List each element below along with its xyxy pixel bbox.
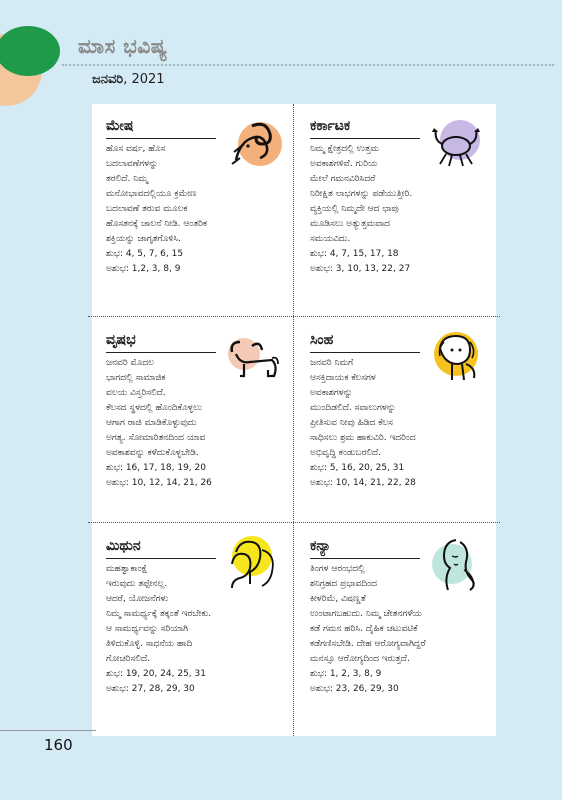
desc-line: ಅವಕಾಶವನ್ನು ಕಳೆದುಕೊಳ್ಳಬೇಡಿ. — [106, 448, 199, 458]
unlucky-dates: ಅಶುಭ: 23, 26, 29, 30 — [310, 684, 399, 694]
desc-line: ಆದರೆ, ಯೋಜನೆಗಳು — [106, 594, 169, 604]
desc-line: ಮನೋಭಾವದಲ್ಲಿಯೂ ಕ್ರಮೇಣ — [106, 189, 197, 199]
sign-cell-karkataka — [296, 104, 492, 310]
desc-line: ತಿಳಿದುಕೊಳ್ಳಿ. ಸಾಧನೆಯ ಹಾದಿ — [106, 639, 193, 649]
unlucky-dates: ಅಶುಭ: 3, 10, 13, 22, 27 — [310, 264, 411, 274]
sign-underline — [310, 352, 420, 353]
desc-line: ಮೂಡಿಸಲು ಅತ್ಯುತ್ತಮವಾದ — [310, 219, 390, 229]
green-decor-circle — [0, 26, 60, 76]
date-heading — [92, 72, 165, 87]
desc-line: ಶಕ್ತಿಯನ್ನು ಜಾಗೃತಗೊಳಿಸಿ. — [106, 234, 181, 244]
sign-underline — [310, 138, 420, 139]
desc-line: ಅಭಿವೃದ್ಧಿ ಕಂಡುಬರಲಿದೆ. — [310, 448, 382, 458]
desc-line: ಶನಿಗ್ರಹದ ಪ್ರಭಾವದಿಂದ — [310, 579, 377, 589]
unlucky-dates: ಅಶುಭ: 27, 28, 29, 30 — [106, 684, 195, 694]
sign-name: ಮೇಷ — [106, 118, 134, 134]
lucky-dates: ಶುಭ: 1, 2, 3, 8, 9 — [310, 669, 382, 679]
desc-line: ಕೀಳರಿಮೆ, ವಿಷಣ್ಣತೆ — [310, 594, 366, 604]
sign-description — [310, 142, 486, 277]
sign-name: ಕರ್ಕಾಟಕ — [310, 118, 351, 134]
desc-line: ಗೋಚರಿಸಲಿದೆ. — [106, 654, 151, 664]
desc-line: ಉಂಟಾಗಬಹುದು. ನಿಮ್ಮ ಚೇತನಗಳೆಯ — [310, 609, 422, 619]
sign-cell-kanya — [296, 524, 492, 730]
unlucky-dates: ಅಶುಭ: 10, 12, 14, 21, 26 — [106, 478, 212, 488]
unlucky-dates: ಅಶುಭ: 10, 14, 21, 22, 28 — [310, 478, 416, 488]
sign-cell-mesha — [92, 104, 288, 310]
desc-line: ಆಗಾಗ ರಾಜಿ ಮಾಡಿಕೊಳ್ಳುವುದು — [106, 418, 197, 428]
unlucky-dates: ಅಶುಭ: 1,2, 3, 8, 9 — [106, 264, 181, 274]
desc-line: ಮನಸ್ಸೂ ಆರೋಗ್ಯದಿಂದ ಇರುತ್ತದೆ. — [310, 654, 410, 664]
desc-line: ಆಸಕ್ತಿದಾಯಕ ಕೆಲಸಗಳ — [310, 373, 376, 383]
page-number: 160 — [44, 736, 73, 754]
desc-line: ಅಗತ್ಯ. ಸೋಮಾರಿತನದಿಂದ ಯಾವ — [106, 433, 206, 443]
row-divider — [88, 316, 500, 317]
desc-line: ಮುಂದಿಡಲಿದೆ. ಸವಾಲುಗಳನ್ನು — [310, 403, 396, 413]
sign-cell-vrushabha — [92, 318, 288, 524]
sign-description — [106, 142, 282, 277]
lucky-dates: ಶುಭ: 16, 17, 18, 19, 20 — [106, 463, 206, 473]
desc-line: ಆ ಸಾಮರ್ಥ್ಯವನ್ನು ಸರಿಯಾಗಿ — [106, 624, 189, 634]
desc-line: ಹೊಸ ವರ್ಷ, ಹೊಸ — [106, 144, 166, 154]
lucky-dates: ಶುಭ: 5, 16, 20, 25, 31 — [310, 463, 405, 473]
desc-line: ಕೆಲಸದ ಸ್ಥಳದಲ್ಲಿ ಹೊಂದಿಕೊಳ್ಳಲು — [106, 403, 202, 413]
sign-name: ಕನ್ಯಾ — [310, 538, 331, 554]
desc-line: ಬದಲಾವಣೆ ತರುವ ಮೂಲಕ — [106, 204, 188, 214]
sign-description — [106, 562, 282, 697]
sign-underline — [106, 352, 216, 353]
desc-line: ತಿಂಗಳ ಆರಂಭದಲ್ಲಿ — [310, 564, 365, 574]
desc-line: ಕಡೆ ಗಮನ ಹರಿಸಿ. ದೈಹಿಕ ಚಟುವಟಿಕೆ — [310, 624, 418, 634]
sign-name: ಸಿಂಹ — [310, 332, 334, 348]
lucky-dates: ಶುಭ: 4, 7, 15, 17, 18 — [310, 249, 399, 259]
lucky-dates: ಶುಭ: 4, 5, 7, 6, 15 — [106, 249, 184, 259]
desc-line: ಜನವರಿ ಮೊದಲ — [106, 358, 154, 368]
desc-line: ಭಾಗದಲ್ಲಿ ಸಾಮಾಜಿಕ — [106, 373, 166, 383]
month-label: ಜನವರಿ — [92, 72, 124, 87]
desc-line: ಜನವರಿ ನಿಮಗೆ — [310, 358, 354, 368]
sign-underline — [106, 558, 216, 559]
sign-cell-simha — [296, 318, 492, 524]
year-label: , 2021 — [123, 72, 165, 87]
desc-line: ವಲಯ ವಿಸ್ತರಿಸಲಿದೆ. — [106, 388, 166, 398]
desc-line: ಸಮಯವಿದು. — [310, 234, 351, 244]
sign-description — [310, 562, 486, 697]
desc-line: ಹೊಸತನಕ್ಕೆ ಚಾಲನೆ ನೀಡಿ. ಆಂತರಿಕ — [106, 219, 207, 229]
column-divider — [293, 104, 294, 736]
desc-line: ಮಹತ್ವಾಕಾಂಕ್ಷೆ — [106, 564, 148, 574]
desc-line: ಅವಕಾಶಗಳಿವೆ. ಗುರಿಯ — [310, 159, 378, 169]
sign-name: ವೃಷಭ — [106, 332, 136, 348]
desc-line: ವ್ಯಕ್ತಿಯಲ್ಲಿ ನಿಮ್ಮದೇ ಆದ ಛಾಪು — [310, 204, 399, 214]
sign-cell-mithuna — [92, 524, 288, 730]
desc-line: ನಿರೀಕ್ಷಿತ ಲಾಭಗಳನ್ನು ಪಡೆಯುತ್ತೀರಿ. — [310, 189, 413, 199]
title-divider — [62, 64, 554, 66]
sign-description — [106, 356, 282, 491]
sign-underline — [310, 558, 420, 559]
desc-line: ಪ್ರೀತಿಸುವ ನೀವು ಹಿಡಿದ ಕೆಲಸ — [310, 418, 393, 428]
desc-line: ನಿಮ್ಮ ಸಾಮರ್ಥ್ಯಕ್ಕೆ ತಕ್ಕಂತೆ ಇರಬೇಕು. — [106, 609, 212, 619]
desc-line: ಕಡೆಗಣಿಸಬೇಡಿ. ದೇಹ ಆರೋಗ್ಯವಾಗಿದ್ದರೆ — [310, 639, 426, 649]
desc-line: ಇರುವುದು ತಪ್ಪೇನಲ್ಲ. — [106, 579, 168, 589]
page-title: ಮಾಸ ಭವಿಷ್ಯ — [78, 34, 168, 58]
desc-line: ಬದಲಾವಣೆಗಳನ್ನು — [106, 159, 159, 169]
desc-line: ತರಲಿದೆ. ನಿಮ್ಮ — [106, 174, 148, 184]
horoscope-card — [92, 104, 496, 736]
footer-rule — [0, 730, 96, 731]
sign-description — [310, 356, 486, 491]
desc-line: ಅವಕಾಶಗಳನ್ನು — [310, 388, 353, 398]
desc-line: ಸಾಧಿಸಲು ಶ್ರಮ ಹಾಕುವಿರಿ. ಇದರಿಂದ — [310, 433, 416, 443]
lucky-dates: ಶುಭ: 19, 20, 24, 25, 31 — [106, 669, 206, 679]
sign-underline — [106, 138, 216, 139]
desc-line: ಮೇಲೆ ಗಮನವಿರಿಸಿದರೆ — [310, 174, 376, 184]
desc-line: ನಿಮ್ಮ ಕ್ಷೇತ್ರದಲ್ಲಿ ಉತ್ತಮ — [310, 144, 380, 154]
sign-name: ಮಿಥುನ — [106, 538, 141, 554]
